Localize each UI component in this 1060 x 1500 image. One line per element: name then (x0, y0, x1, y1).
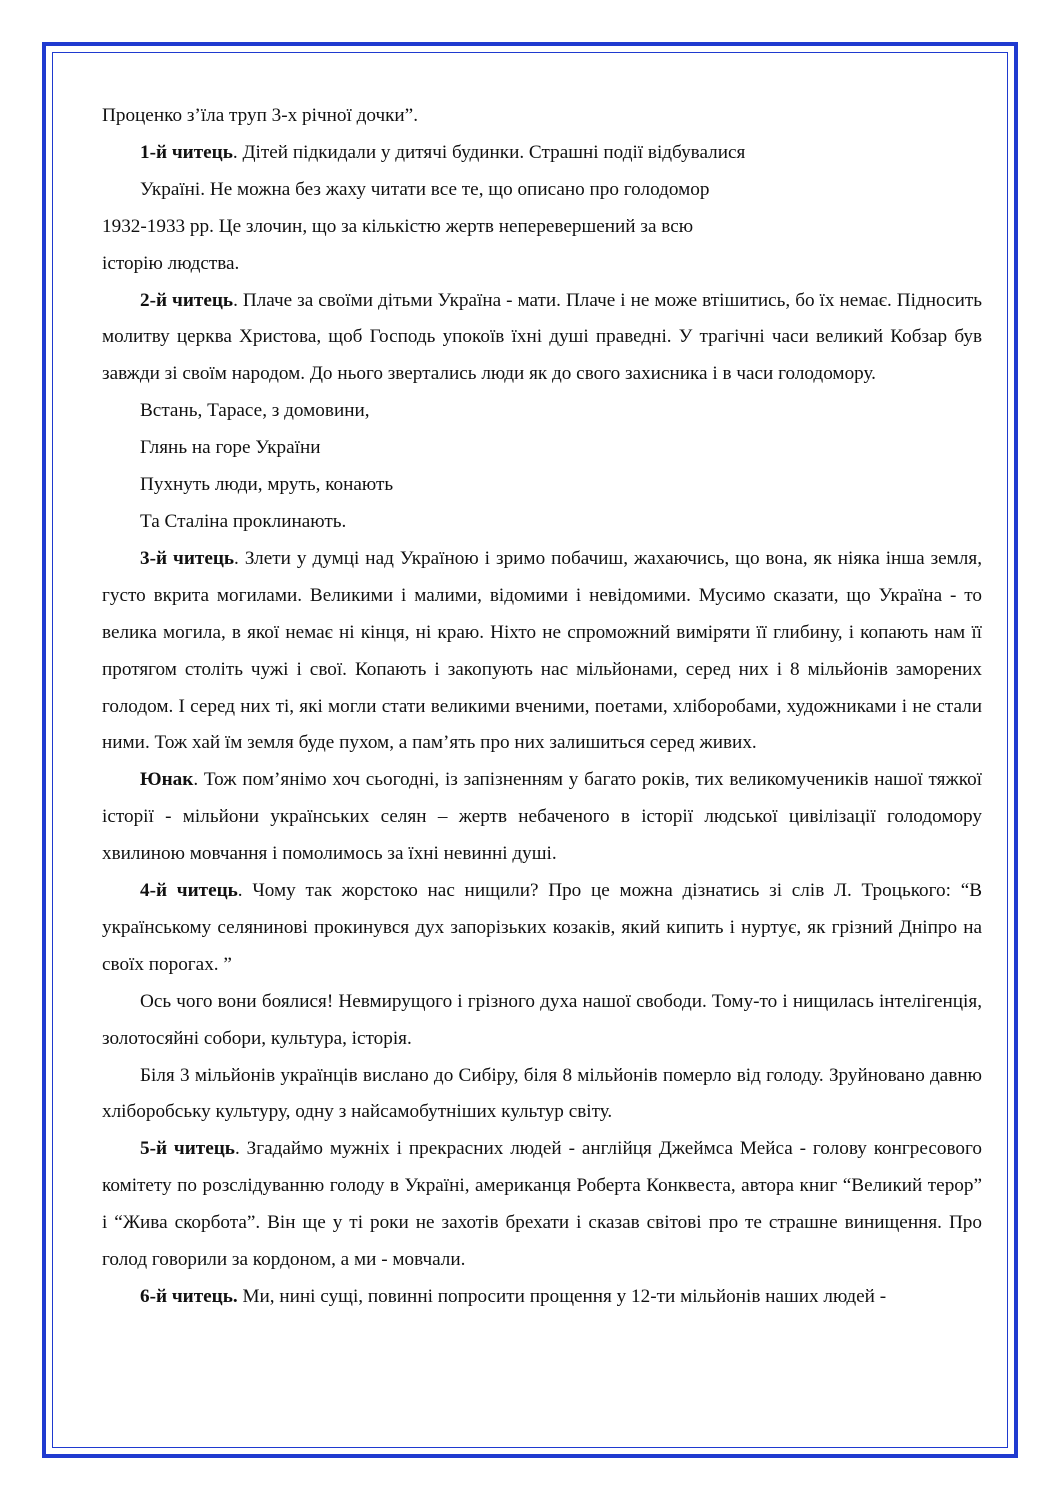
paragraph-reader-5: 5-й читець. Згадаймо мужніх і прекрасних людей - англійця Джеймса Мейса - голову конгресового комітету по розслідуванню голоду в Україні, американця Роберта Конквеста, автора книг “Великий терор” і “Жива скорбота”. Він ще у ті роки не захотів брехати і сказав світові про те страшне винищення. Про голод говорили за кордоном, а ми - мовчали. (102, 1138, 982, 1271)
paragraph-siberia: Біля 3 мільйонів українців вислано до Сибіру, біля 8 мільйонів померло від голоду. Зруйновано давню хліборобську культуру, одну з найсамобутніших культур світу. (102, 1064, 982, 1123)
speaker-label: 1-й читець (140, 141, 233, 163)
reader1-line-2: Україні. Не можна без жаху читати все те, що описано про голодомор (140, 178, 710, 200)
reader1-line-3: 1932-1933 рр. Це злочин, що за кількістю жертв неперевершений за всю (102, 215, 694, 237)
poem-line: Та Сталіна проклинають. (140, 510, 347, 532)
speaker-label: Юнак (140, 769, 194, 791)
paragraph-fear: Ось чого вони боялися! Невмирущого і грізного духа нашої свободи. Тому-то і нищилась інтелігенція, золотосяйні собори, культура, історія. (102, 990, 982, 1049)
speaker-label: 6-й читець. (140, 1286, 238, 1307)
lead-line: Проценко з’їла труп 3-х річної дочки”. (102, 105, 418, 126)
speaker-label: 3-й читець (140, 547, 235, 569)
speaker-label: 4-й читець (140, 880, 238, 902)
paragraph-reader-1 (102, 135, 982, 283)
reader1-line-4: історію людства. (102, 252, 240, 274)
poem-line: Пухнуть люди, мруть, конають (140, 474, 394, 496)
speaker-label: 5-й читець (140, 1138, 235, 1160)
reader1-line-1: 1-й читець. Дітей підкидали у дитячі будинки. Страшні події відбувалися (140, 141, 746, 163)
poem-line: Встань, Тарасе, з домовини, (140, 400, 370, 422)
poem (102, 393, 982, 541)
document-page (102, 98, 982, 1316)
paragraph-reader-2: 2-й читець. Плаче за своїми дітьми Україна - мати. Плаче і не може втішитись, бо їх немає. Підносить молитву церква Христова, щоб Господь упокоїв їхні душі праведні. У трагічні часи великий Кобзар був завжди зі своїм народом. До нього звертались люди як до свого захисника і в часи голодомору. (102, 289, 983, 385)
paragraph-reader-3: 3-й читець. Злети у думці над Україною і зримо побачиш, жахаючись, що вона, як ніяка інша земля, густо вкрита могилами. Великими і малими, відомими і невідомими. Мусимо сказати, що Україна - то велика могила, в якої немає ні кінця, ні краю. Ніхто не спроможний виміряти її глибину, і копають нам її протягом століть чужі і свої. Копають і закопують нас мільйонами, серед них і 8 мільйонів заморених голодом. І серед них ті, які могли стати великими вченими, поетами, хліборобами, художниками і не стали ними. Тож хай їм земля буде пухом, а пам’ять про них залишиться серед живих. (102, 547, 983, 754)
paragraph-reader-4: 4-й читець. Чому так жорстоко нас нищили? Про це можна дізнатись зі слів Л. Троцького: “В українському селянинові прокинувся дух запорізьких козаків, який кипить і нуртує, як грізний Дніпро на своїх порогах. ” (102, 880, 983, 975)
poem-line: Глянь на горе України (140, 437, 321, 459)
paragraph-youth: Юнак. Тож пом’янімо хоч сьогодні, із запізненням у багато років, тих великомучеників нашої тяжкої історії - мільйони українських селян – жертв небаченого в історії людської цивілізації голодомору хвилиною мовчання і помолимось за їхні невинні душі. (102, 769, 982, 865)
speaker-label: 2-й читець (140, 289, 234, 311)
paragraph-reader-6: 6-й читець. Ми, нині сущі, повинні попросити прощення у 12-ти мільйонів наших людей - (140, 1286, 887, 1307)
